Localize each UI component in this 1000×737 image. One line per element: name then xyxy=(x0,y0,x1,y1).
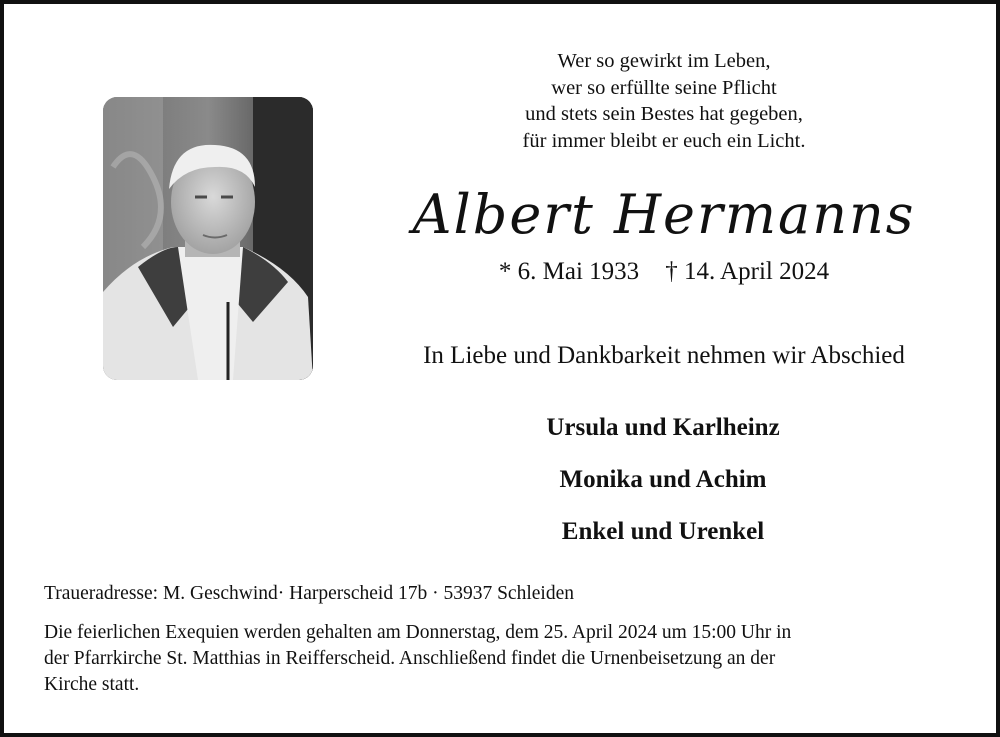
service-line: Die feierlichen Exequien werden gehalten am Donnerstag, dem 25. April 2024 um 15:00 Uhr in xyxy=(44,622,792,643)
birth-date: * 6. Mai 1933 xyxy=(498,258,640,285)
poem-line: Wer so gewirkt im Leben, xyxy=(557,50,771,72)
memorial-poem xyxy=(434,48,894,154)
portrait-photo xyxy=(103,97,313,380)
poem-line: wer so erfüllte seine Pflicht xyxy=(551,76,777,99)
mourner-name: Ursula und Karlheinz xyxy=(546,414,780,441)
mourning-address: Traueradresse: M. Geschwind· Harperscheid 17b · 53937 Schleiden xyxy=(44,583,574,604)
mourner-name: Monika und Achim xyxy=(559,466,767,493)
poem-line: für immer bleibt er euch ein Licht. xyxy=(522,129,806,152)
funeral-service-details xyxy=(44,620,964,698)
deceased-name: Albert Hermanns xyxy=(412,183,916,246)
farewell-text: In Liebe und Dankbarkeit nehmen wir Abschied xyxy=(423,342,905,369)
death-date: † 14. April 2024 xyxy=(665,258,830,285)
service-line: der Pfarrkirche St. Matthias in Reifferscheid. Anschließend findet die Urnenbeisetzung an der xyxy=(44,648,776,669)
mourner-name: Enkel und Urenkel xyxy=(561,518,765,545)
service-line: Kirche statt. xyxy=(44,674,140,695)
life-dates xyxy=(424,256,904,288)
poem-line: und stets sein Bestes hat gegeben, xyxy=(525,103,803,125)
